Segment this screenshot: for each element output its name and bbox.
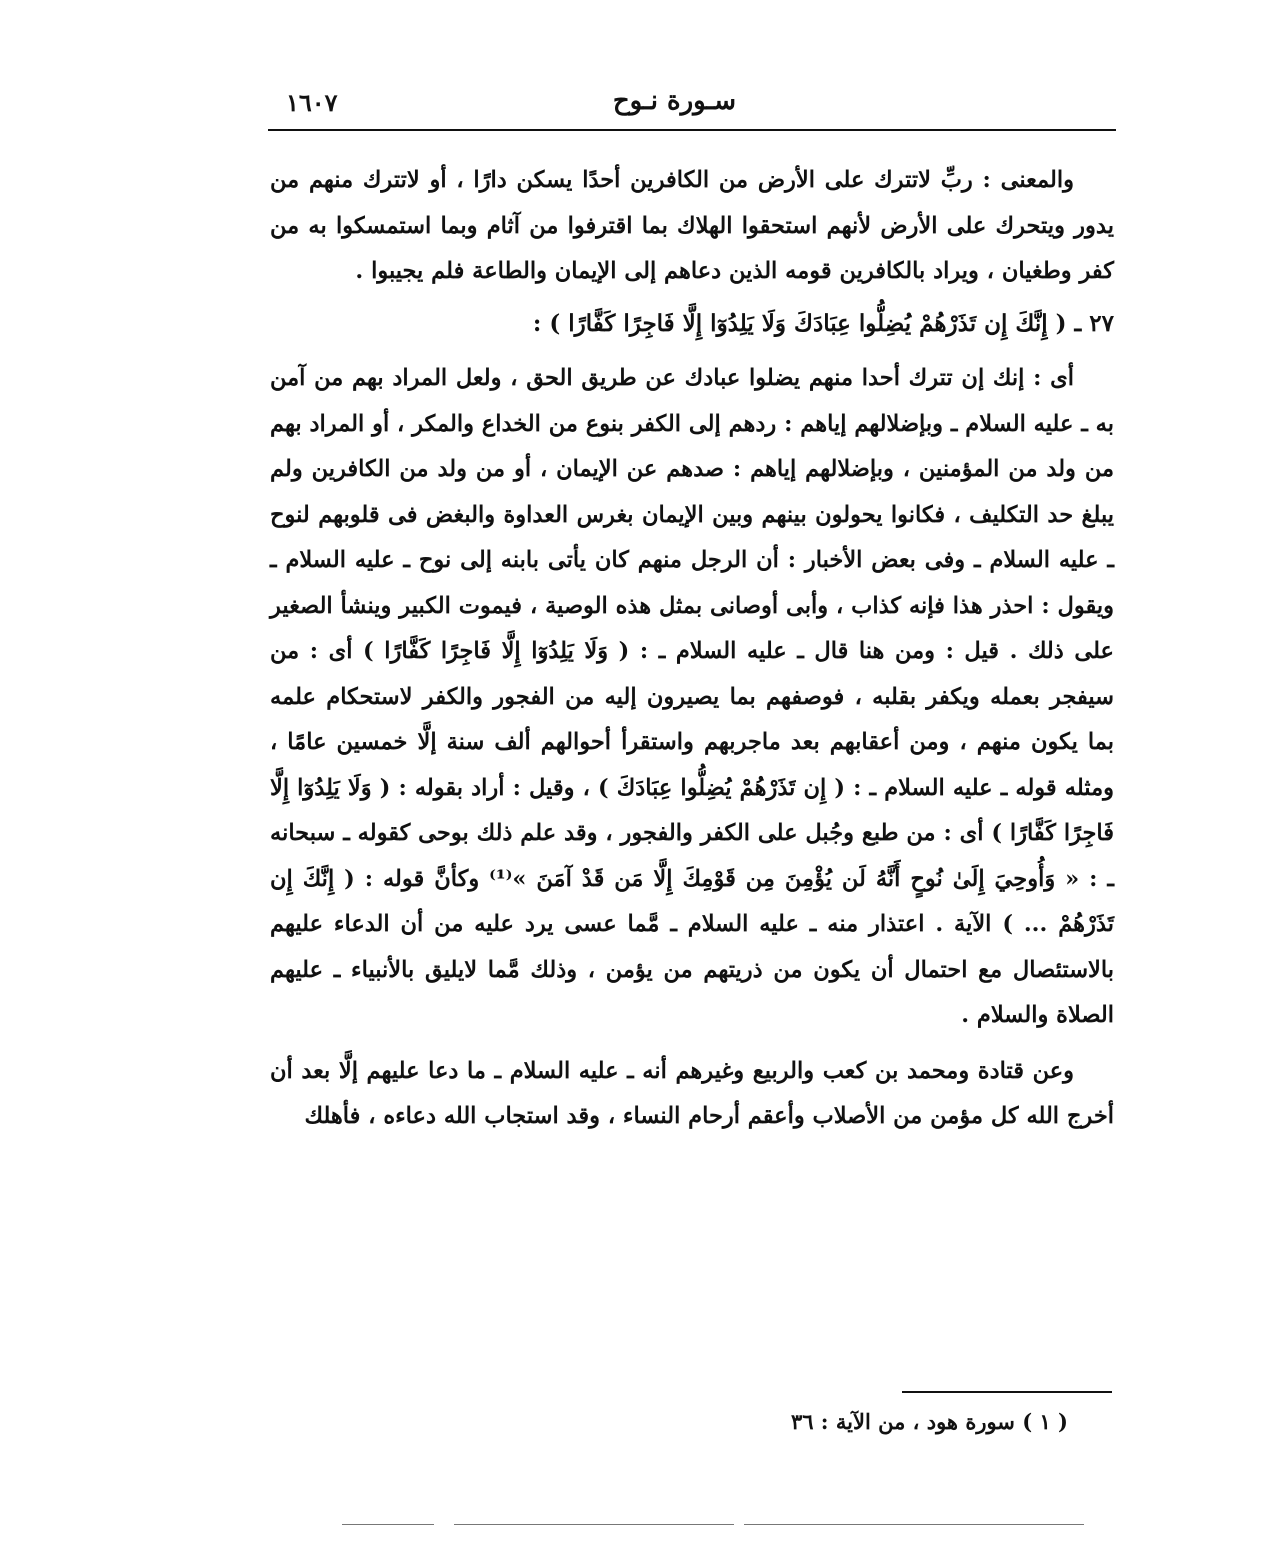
header-rule — [268, 129, 1116, 131]
scan-edge-line — [342, 1524, 434, 1525]
scan-edge-line — [744, 1524, 1084, 1525]
verse-text: ( إِنَّكَ إِن تَذَرْهُمْ يُضِلُّوا عِبَادَكَ وَلَا يَلِدُوٓا إِلَّا فَاجِرًا كَفَّارًا ) : — [532, 309, 1067, 337]
page-header — [268, 82, 1116, 126]
verse-number: ٢٧ ـ — [1074, 309, 1114, 337]
scan-edge-line — [454, 1524, 734, 1525]
surah-title: سـورة نـوح — [612, 86, 736, 116]
footnote: ( ١ ) سورة هود ، من الآية : ٣٦ — [790, 1409, 1068, 1434]
paragraph-meaning: والمعنى : ربِّ لاتترك على الأرض من الكافرين أحدًا يسكن دارًا ، أو لاتترك منهم من يدور ويتحرك على الأرض لأنهم استحقوا الهلاك بما اقترفوا من آثام وبما استمسكوا به من كفر وطغيان ، ويراد بالكافرين قومه الذين دعاهم إلى الإيمان والطاعة فلم يجيبوا . — [270, 167, 1114, 284]
paragraph-explanation: أى : إنك إن تترك أحدا منهم يضلوا عبادك عن طريق الحق ، ولعل المراد بهم من آمن به ـ عليه السلام ـ وبإضلالهم إياهم : ردهم إلى الكفر بنوع من الخداع والمكر ، أو المراد بهم من ولد من المؤمنين ، وبإضلالهم إياهم : صدهم عن الإيمان ، أو من ولد من الكافرين ولم يبلغ حد التكليف ، فكانوا يحولون بينهم وبين الإيمان بغرس العداوة والبغض فى قلوبهم لنوح ـ عليه السلام ـ وفى بعض الأخبار : أن الرجل منهم كان يأتى بابنه إلى نوح ـ عليه السلام ـ ويقول : احذر هذا فإنه كذاب ، وأبى أوصانى بمثل هذه الوصية ، فيموت الكبير وينشأ الصغير على ذلك . قيل : ومن هنا قال ـ عليه السلام ـ : ( وَلَا يَلِدُوٓا إِلَّا فَاجِرًا كَفَّارًا ) أى : من سيفجر بعمله ويكفر بقلبه ، فوصفهم بما يصيرون إليه من الفجور والكفر لاستحكام علمه بما يكون منهم ، ومن أعقابهم بعد ماجربهم واستقرأ أحوالهم ألف سنة إلَّا خمسين عامًا ، ومثله قوله ـ عليه السلام ـ : ( إِن تَذَرْهُمْ يُضِلُّوا عِبَادَكَ ) ، وقيل : أراد بقوله : ( وَلَا يَلِدُوٓا إِلَّا فَاجِرًا كَفَّارًا ) أى : من طبع وجُبل على الكفر والفجور ، وقد علم ذلك بوحى كقوله ـ سبحانه ـ : « وَأُوحِيَ إِلَىٰ نُوحٍ أَنَّهُ لَن يُؤْمِنَ مِن قَوْمِكَ إِلَّا مَن قَدْ آمَنَ »⁽¹⁾ وكأنَّ قوله : ( إِنَّكَ إِن تَذَرْهُمْ ... ) الآية . اعتذار منه ـ عليه السلام ـ مَّما عسى يرد عليه من أن الدعاء عليهم بالاستئصال مع احتمال أن يكون من ذريتهم من يؤمن ، وذلك مَّما لايليق بالأنبياء ـ عليهم الصلاة والسلام . — [270, 365, 1114, 1028]
verse-heading — [270, 301, 1114, 347]
footnote-rule — [902, 1391, 1112, 1393]
page-body — [270, 158, 1114, 1140]
page-number: ١٦٠٧ — [286, 88, 338, 117]
paragraph-narration: وعن قتادة ومحمد بن كعب والربيع وغيرهم أنه ـ عليه السلام ـ ما دعا عليهم إلَّا بعد أن أخرج الله كل مؤمن من الأصلاب وأعقم أرحام النساء ، وقد استجاب الله دعاءه ، فأهلك — [270, 1057, 1114, 1129]
